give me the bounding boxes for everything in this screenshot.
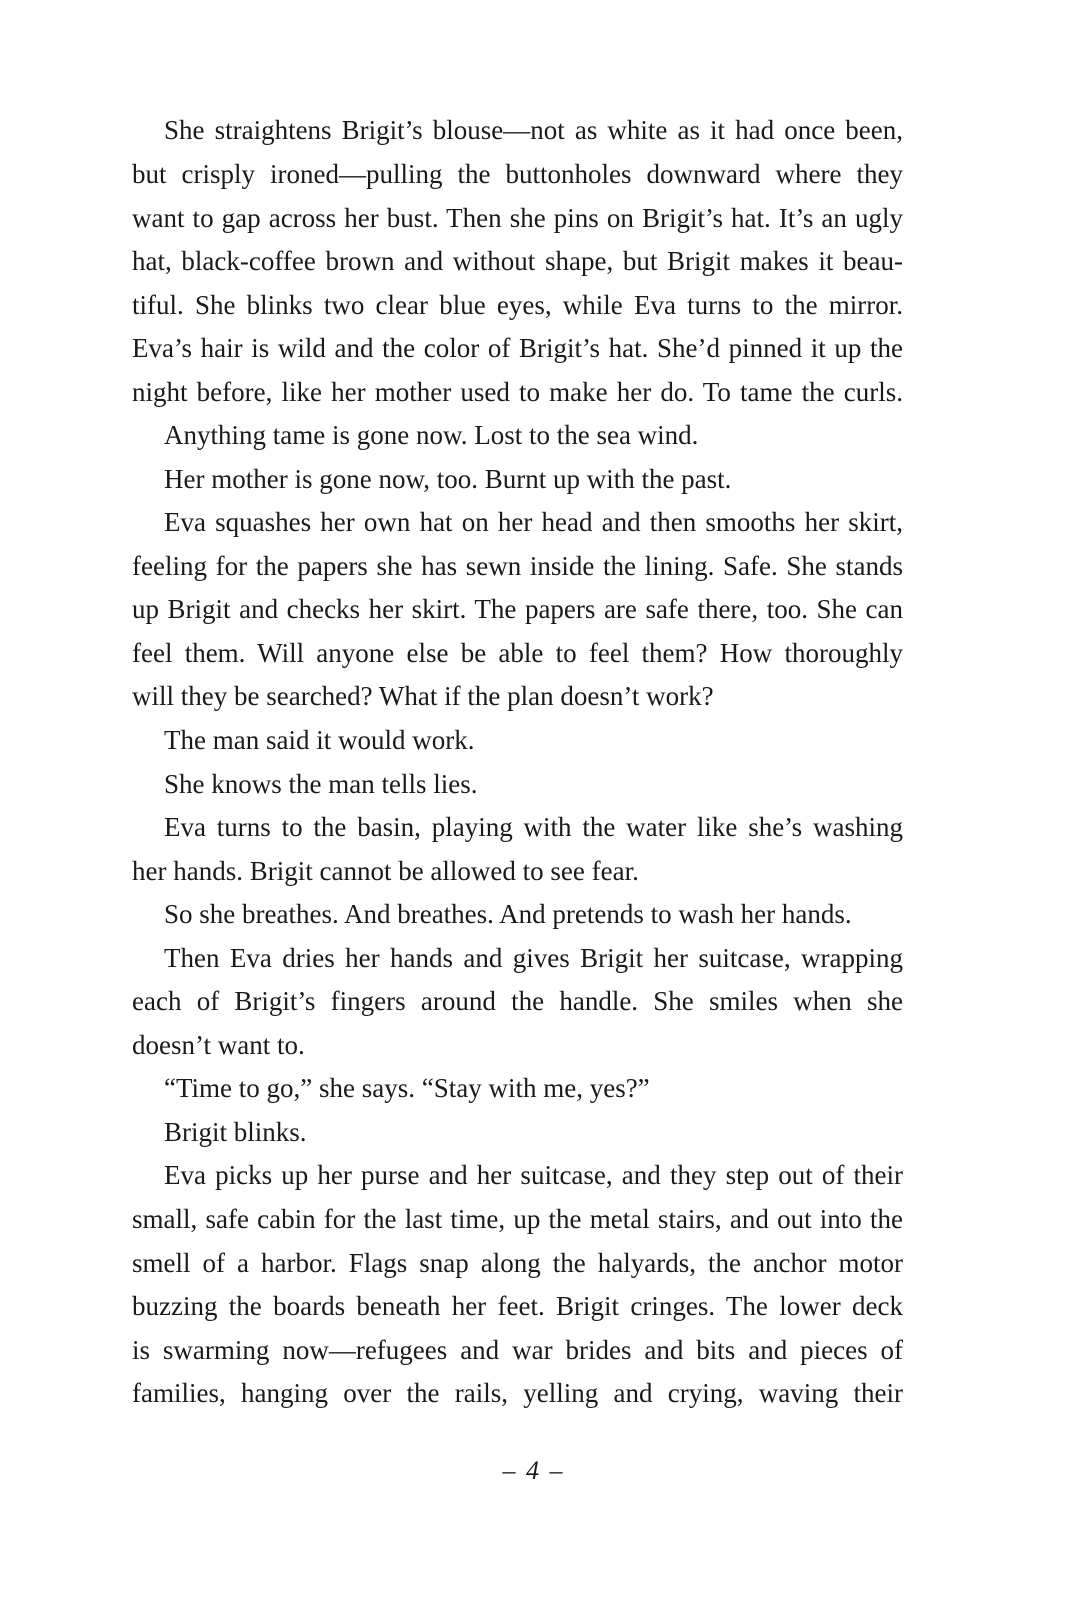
text-line: Brigit blinks. [164, 1117, 307, 1147]
text-line: smell of a harbor. Flags snap along the halyards, the anchor motor [132, 1248, 903, 1278]
text-line: tiful. She blinks two clear blue eyes, while Eva turns to the mirror. [132, 290, 903, 320]
text-line: want to gap across her bust. Then she pins on Brigit’s hat. It’s an ugly [132, 203, 903, 233]
text-line: is swarming now—refugees and war brides and bits and pieces of [132, 1335, 903, 1365]
page-number: – 4 – [502, 1456, 565, 1485]
text-line: small, safe cabin for the last time, up the metal stairs, and out into the [132, 1204, 903, 1234]
text-line: She knows the man tells lies. [164, 769, 478, 799]
text-line: families, hanging over the rails, yelling and crying, waving their [132, 1378, 903, 1408]
text-line: Her mother is gone now, too. Burnt up with the past. [164, 464, 732, 494]
text-line: “Time to go,” she says. “Stay with me, yes?” [164, 1073, 650, 1103]
text-line: Eva turns to the basin, playing with the water like she’s washing [164, 812, 903, 842]
text-line: will they be searched? What if the plan doesn’t work? [132, 681, 714, 711]
text-line: Then Eva dries her hands and gives Brigit her suitcase, wrapping [164, 943, 903, 973]
text-line: up Brigit and checks her skirt. The papers are safe there, too. She can [132, 594, 903, 624]
text-line: night before, like her mother used to make her do. To tame the curls. [132, 377, 903, 407]
text-line: Eva’s hair is wild and the color of Brigit’s hat. She’d pinned it up the [132, 333, 903, 363]
text-line: doesn’t want to. [132, 1030, 305, 1060]
text-line: Eva squashes her own hat on her head and then smooths her skirt, [164, 507, 903, 537]
text-line: buzzing the boards beneath her feet. Brigit cringes. The lower deck [132, 1291, 903, 1321]
text-line: She straightens Brigit’s blouse—not as white as it had once been, [164, 115, 903, 145]
text-line: her hands. Brigit cannot be allowed to see fear. [132, 856, 639, 886]
text-line: each of Brigit’s fingers around the handle. She smiles when she [132, 986, 903, 1016]
text-line: So she breathes. And breathes. And pretends to wash her hands. [164, 899, 852, 929]
text-line: feeling for the papers she has sewn inside the lining. Safe. She stands [132, 551, 903, 581]
text-line: Anything tame is gone now. Lost to the sea wind. [164, 420, 699, 450]
text-line: The man said it would work. [164, 725, 475, 755]
text-line: hat, black-coffee brown and without shape, but Brigit makes it beau- [132, 246, 903, 276]
text-line: Eva picks up her purse and her suitcase, and they step out of their [164, 1160, 903, 1190]
text-line: feel them. Will anyone else be able to feel them? How thoroughly [132, 638, 903, 668]
text-line: but crisply ironed—pulling the buttonholes downward where they [132, 159, 903, 189]
